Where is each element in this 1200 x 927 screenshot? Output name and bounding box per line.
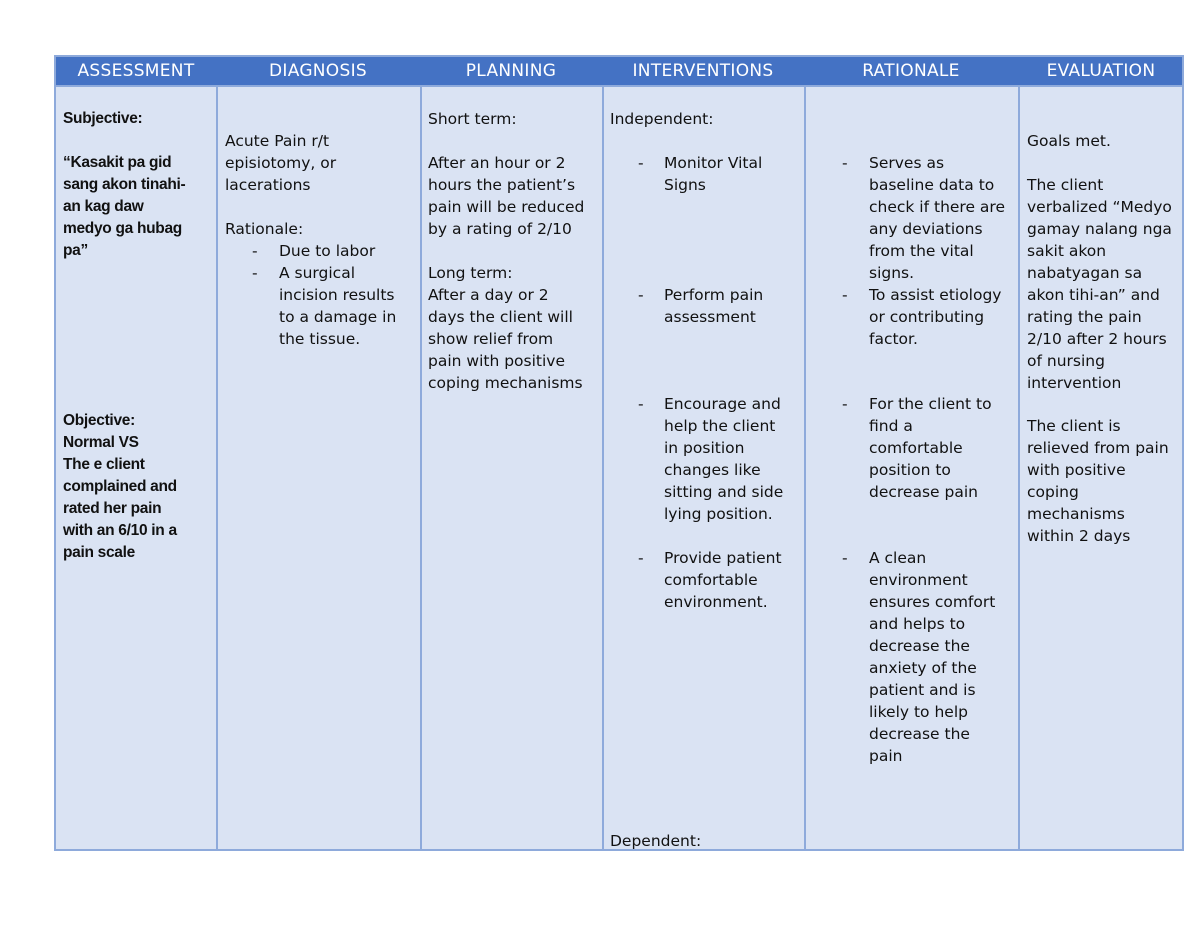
header-evaluation: EVALUATION xyxy=(1046,61,1156,81)
diagnosis-statement: Acute Pain r/t episiotomy, or lacerations xyxy=(225,132,337,194)
rationale-item: Serves as baseline data to check if there are any deviations from the vital signs. xyxy=(869,154,1005,282)
bullet-dash: - xyxy=(252,264,258,282)
intervention-item: Perform pain assessment xyxy=(664,286,764,326)
bullet-dash: - xyxy=(842,395,848,413)
short-term-goal: After an hour or 2 hours the patient’s pain will be reduced by a rating of 2/10 xyxy=(428,154,585,238)
bullet-dash: - xyxy=(638,154,644,172)
assessment-cell xyxy=(56,87,216,849)
short-term-label: Short term: xyxy=(428,110,517,128)
dependent-label: Dependent: xyxy=(610,832,702,850)
interventions-cell xyxy=(602,87,804,849)
long-term-label: Long term: xyxy=(428,264,513,282)
header-rationale: RATIONALE xyxy=(862,61,960,81)
subjective-label: Subjective: xyxy=(63,110,143,127)
rationale-item: A clean environment ensures comfort and helps to decrease the anxiety of the patient and is likely to help decrease the pain xyxy=(869,549,996,765)
independent-label: Independent: xyxy=(610,110,714,128)
header-interventions: INTERVENTIONS xyxy=(632,61,774,81)
header-assessment: ASSESSMENT xyxy=(77,61,195,81)
bullet-dash: - xyxy=(842,154,848,172)
intervention-item: Monitor Vital Signs xyxy=(664,154,763,194)
diagnosis-rationale-item: A surgical incision results to a damage in the tissue. xyxy=(279,264,397,348)
bullet-dash: - xyxy=(842,286,848,304)
bullet-dash: - xyxy=(638,286,644,304)
intervention-item: Encourage and help the client in position changes like sitting and side lying position. xyxy=(664,395,784,523)
rationale-cell xyxy=(804,87,1018,849)
header-diagnosis: DIAGNOSIS xyxy=(268,61,367,81)
intervention-item: Provide patient comfortable environment. xyxy=(664,549,782,611)
diagnosis-rationale-label: Rationale: xyxy=(225,220,304,238)
subjective-quote: “Kasakit pa gid sang akon tinahi- an kag daw medyo ga hubag pa” xyxy=(63,154,186,259)
bullet-dash: - xyxy=(638,549,644,567)
rationale-item: For the client to find a comfortable position to decrease pain xyxy=(869,395,992,501)
evaluation-verbalized: The client verbalized “Medyo gamay nalang nga sakit akon nabatyagan sa akon tihi-an” and rating the pain 2/10 after 2 hours of nursing intervention xyxy=(1027,176,1172,392)
diagnosis-cell xyxy=(216,87,420,849)
table-header-row xyxy=(56,57,1182,87)
objective-label: Objective: xyxy=(63,412,135,429)
bullet-dash: - xyxy=(842,549,848,567)
header-planning: PLANNING xyxy=(465,61,557,81)
evaluation-relieved: The client is relieved from pain with positive coping mechanisms within 2 days xyxy=(1027,417,1169,545)
objective-text: Normal VS The e client complained and rated her pain with an 6/10 in a pain scale xyxy=(63,434,177,561)
planning-cell xyxy=(420,87,602,849)
nursing-care-plan-table xyxy=(54,55,1184,851)
bullet-dash: - xyxy=(252,242,258,260)
goals-met: Goals met. xyxy=(1027,132,1111,150)
evaluation-cell xyxy=(1018,87,1184,849)
rationale-item: To assist etiology or contributing factor. xyxy=(869,286,1002,348)
bullet-dash: - xyxy=(638,395,644,413)
diagnosis-rationale-item: Due to labor xyxy=(279,242,376,260)
long-term-goal: After a day or 2 days the client will show relief from pain with positive coping mechanisms xyxy=(428,286,583,392)
